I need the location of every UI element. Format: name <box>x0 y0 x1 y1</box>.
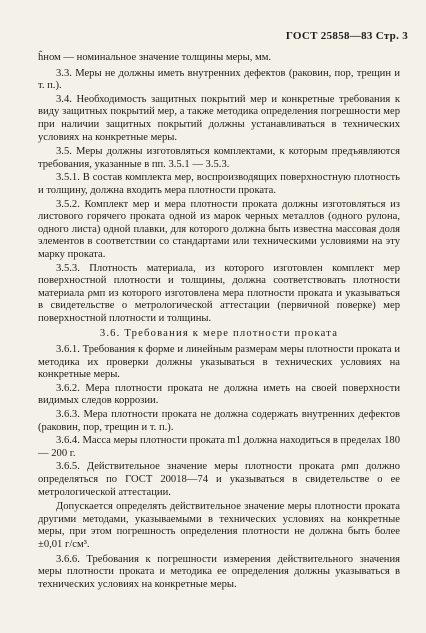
paragraph-definition: ĥном — номинальное значение толщины меры, мм. <box>38 52 272 63</box>
paragraph-3-6-2: 3.6.2. Мера плотности проката не должна иметь на своей поверхности видимых следов коррозии. <box>38 382 400 407</box>
document-body <box>38 52 400 592</box>
paragraph-3-6-1: 3.6.1. Требования к форме и линейным размерам меры плотности проката и методика их проверки должны указываться в технических условиях на конкретные меры. <box>38 344 400 381</box>
page-header: ГОСТ 25858—83 Стр. 3 <box>285 30 408 42</box>
section-heading-3-6: 3.6. Требования к мере плотности проката <box>99 328 339 340</box>
paragraph-3-5-2: 3.5.2. Комплект мер и мера плотности проката должны изготовляться из листового горячего проката одной из марок черных металлов (одного рулона, одного листа) одной плавки, для которого должна быть известна массовая доля элементов в соответствии со стандартами или техническими условиями на эту марку проката. <box>38 198 400 260</box>
paragraph-3-6-5: 3.6.5. Действительное значение меры плотности проката ρмп должно определяться по ГОСТ 20018—74 и указываться в свидетельстве о ее метрологической аттестации. <box>38 461 400 498</box>
paragraph-3-5-1: 3.5.1. В состав комплекта мер, воспроизводящих поверхностную плотность и толщину, должна входить мера плотности проката. <box>38 172 400 196</box>
paragraph-3-4: 3.4. Необходимость защитных покрытий мер и конкретные требования к виду защитных покрытий мер, а также методика определения погрешности мер при наличии защитных покрытий должны устанавливаться в технических условиях на конкретные меры. <box>38 93 400 143</box>
paragraph-3-6-3: 3.6.3. Мера плотности проката не должна содержать внутренних дефектов (раковин, пор, трещин и т. п.). <box>38 409 400 433</box>
paragraph-3-6-4: 3.6.4. Масса меры плотности проката m1 должна находиться в пределах 180 — 200 г. <box>38 435 400 459</box>
paragraph-permission: Допускается определять действительное значение меры плотности проката другими методами, указываемыми в технических условиях на конкретные меры, при этом погрешность определения плотности не должна быть более ±0,01 г/см³. <box>38 501 400 550</box>
paragraph-3-5-3: 3.5.3. Плотность материала, из которого изготовлен комплект мер поверхностной плотности и толщины, должна соответствовать плотности материала ρмп из которого изготовлена мера плотности проката и указываться в свидетельстве о метрологической аттестации (первичной поверке) мер поверхностной плотности и толщины. <box>38 262 400 324</box>
paragraph-3-5: 3.5. Меры должны изготовляться комплектами, к которым предъявляются требования, указанные в пп. 3.5.1 — 3.5.3. <box>38 146 400 170</box>
paragraph-3-3: 3.3. Меры не должны иметь внутренних дефектов (раковин, пор, трещин и т. п.). <box>38 67 400 92</box>
paragraph-3-6-6: 3.6.6. Требования к погрешности измерения действительного значения меры плотности проката и методика ее определения должны указываться в технических условиях на конкретные меры. <box>38 553 400 590</box>
